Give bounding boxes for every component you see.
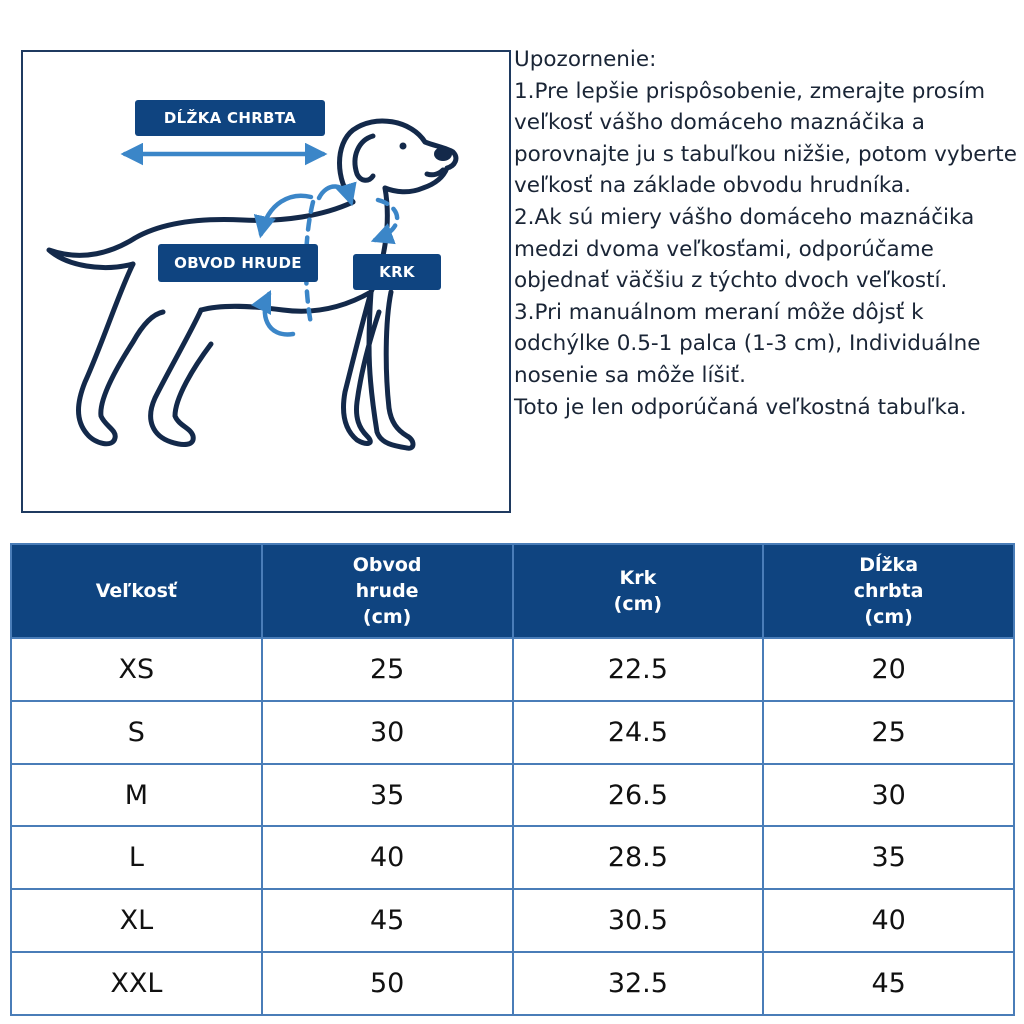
notice-line: 3.Pri manuálnom meraní môže dôjsť k	[514, 299, 924, 325]
dog-measurement-diagram	[21, 50, 511, 513]
cell-neck: 28.5	[513, 826, 764, 889]
cell-neck: 24.5	[513, 701, 764, 764]
notice-line: nosenie sa môže líšiť.	[514, 362, 746, 388]
cell-chest: 45	[262, 889, 513, 952]
header-neck-line2: (cm)	[613, 593, 663, 615]
header-back-length	[763, 544, 1014, 638]
chest-arrow-bottom	[265, 294, 293, 334]
cell-chest: 40	[262, 826, 513, 889]
table-row	[11, 826, 1014, 889]
header-neck	[513, 544, 764, 638]
size-chart-table	[10, 543, 1015, 1016]
notice-line: porovnajte ju s tabuľkou nižšie, potom vyberte	[514, 141, 1017, 167]
table-row	[11, 764, 1014, 827]
sizing-notice	[514, 44, 1022, 423]
table-row	[11, 701, 1014, 764]
cell-back: 30	[763, 764, 1014, 827]
cell-back: 40	[763, 889, 1014, 952]
cell-back: 20	[763, 638, 1014, 701]
table-row	[11, 952, 1014, 1015]
cell-neck: 32.5	[513, 952, 764, 1015]
notice-heading: Upozornenie:	[514, 47, 657, 72]
cell-chest: 25	[262, 638, 513, 701]
back-length-label: DĹŽKA CHRBTA	[135, 100, 325, 136]
cell-chest: 30	[262, 701, 513, 764]
header-chest-line3: (cm)	[362, 606, 412, 628]
cell-neck: 26.5	[513, 764, 764, 827]
cell-back: 25	[763, 701, 1014, 764]
cell-chest: 35	[262, 764, 513, 827]
cell-neck: 30.5	[513, 889, 764, 952]
table-row	[11, 889, 1014, 952]
cell-size: XXL	[11, 952, 262, 1015]
cell-size: XL	[11, 889, 262, 952]
notice-line: odchýlke 0.5-1 palca (1-3 cm), Individuálne	[514, 331, 981, 357]
table-header-row	[11, 544, 1014, 638]
header-chest-line1: Obvod	[352, 554, 422, 576]
neck-label: KRK	[353, 254, 441, 290]
table-row	[11, 638, 1014, 701]
notice-line: medzi dvoma veľkosťami, odporúčame	[514, 236, 934, 262]
notice-footer: Toto je len odporúčaná veľkostná tabuľka.	[514, 394, 967, 420]
cell-back: 45	[763, 952, 1014, 1015]
cell-size: L	[11, 826, 262, 889]
cell-neck: 22.5	[513, 638, 764, 701]
notice-line: 2.Ak sú miery vášho domáceho maznáčika	[514, 204, 975, 230]
cell-back: 35	[763, 826, 1014, 889]
header-back-line1: Dĺžka	[859, 554, 919, 576]
header-back-line3: (cm)	[864, 606, 913, 628]
header-chest-line2: hrude	[355, 580, 419, 602]
header-size	[11, 544, 262, 638]
notice-line: objednať väčšiu z týchto dvoch veľkostí.	[514, 268, 948, 294]
notice-line: 1.Pre lepšie prispôsobenie, zmerajte prosím	[514, 78, 986, 104]
header-back-line2: chrbta	[853, 580, 924, 602]
notice-line: veľkosť na základe obvodu hrudníka.	[514, 173, 911, 199]
cell-size: M	[11, 764, 262, 827]
cell-size: XS	[11, 638, 262, 701]
notice-line: veľkosť vášho domáceho maznáčika a	[514, 110, 925, 136]
cell-size: S	[11, 701, 262, 764]
header-chest-girth	[262, 544, 513, 638]
cell-chest: 50	[262, 952, 513, 1015]
header-neck-line1: Krk	[619, 567, 657, 589]
chest-girth-label: OBVOD HRUDE	[158, 244, 318, 282]
header-size-text: Veľkosť	[95, 580, 177, 602]
